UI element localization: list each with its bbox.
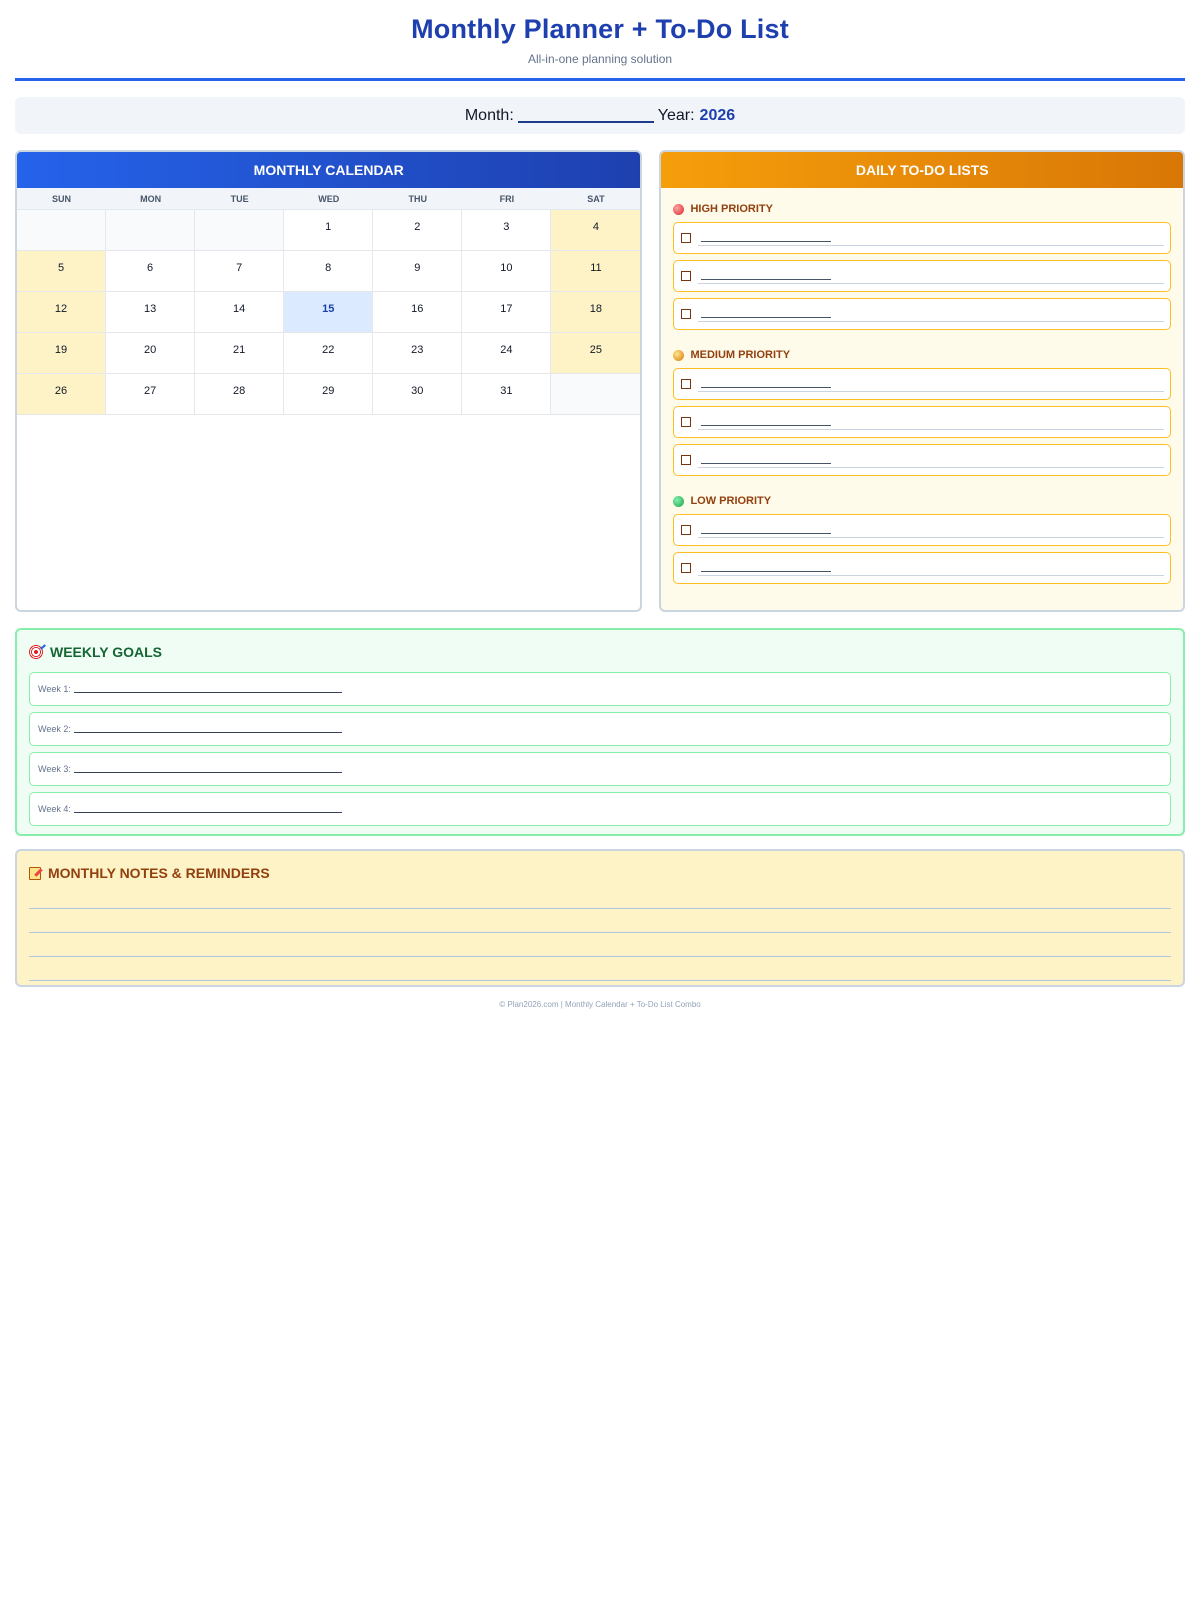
task-blank: [701, 317, 831, 318]
task-line: [698, 575, 1164, 576]
task-blank: [701, 463, 831, 464]
note-line[interactable]: [29, 909, 1171, 933]
note-line[interactable]: [29, 933, 1171, 957]
task-line: [698, 467, 1164, 468]
week-label: Week 1:: [38, 684, 71, 694]
week-label: Week 4:: [38, 804, 71, 814]
day-cell[interactable]: 11: [551, 251, 640, 292]
day-cell[interactable]: 14: [195, 292, 284, 333]
day-cell[interactable]: 8: [284, 251, 373, 292]
empty-day-cell: [551, 374, 640, 415]
week-goal-row[interactable]: [29, 752, 1171, 786]
empty-day-cell: [106, 210, 195, 251]
task-blank: [701, 279, 831, 280]
week-goal-blank: [74, 725, 342, 733]
weekly-goals: [15, 628, 1185, 836]
priority-heading: [673, 492, 1171, 510]
header-divider: [15, 78, 1185, 81]
task-checkbox[interactable]: [681, 563, 691, 573]
note-line[interactable]: [29, 885, 1171, 909]
empty-day-cell: [195, 210, 284, 251]
day-cell[interactable]: 22: [284, 333, 373, 374]
target-icon: [29, 645, 43, 659]
weekday-label: FRI: [499, 193, 515, 204]
task-line: [698, 321, 1164, 322]
month-field[interactable]: [518, 109, 654, 123]
week-goal-row[interactable]: [29, 672, 1171, 706]
notes-heading: [29, 863, 1171, 883]
month-year-bar: [15, 97, 1185, 134]
day-cell[interactable]: 25: [551, 333, 640, 374]
priority-label: HIGH PRIORITY: [690, 203, 773, 215]
todo-task[interactable]: [673, 552, 1171, 584]
weekly-goals-title: WEEKLY GOALS: [50, 644, 163, 660]
priority-label: MEDIUM PRIORITY: [690, 349, 791, 361]
day-cell[interactable]: 12: [17, 292, 106, 333]
todo-task[interactable]: [673, 368, 1171, 400]
day-cell[interactable]: 6: [106, 251, 195, 292]
task-checkbox[interactable]: [681, 271, 691, 281]
day-cell[interactable]: 30: [373, 374, 462, 415]
priority-label: LOW PRIORITY: [690, 495, 772, 507]
weekday-label: TUE: [230, 193, 249, 204]
task-checkbox[interactable]: [681, 455, 691, 465]
todo-task[interactable]: [673, 222, 1171, 254]
task-line: [698, 429, 1164, 430]
todo-task[interactable]: [673, 444, 1171, 476]
month-label: Month:: [464, 106, 514, 124]
page-header: [0, 0, 1200, 66]
day-cell[interactable]: 21: [195, 333, 284, 374]
year-label: Year:: [657, 106, 695, 124]
todo-task[interactable]: [673, 406, 1171, 438]
memo-icon: [29, 867, 41, 880]
day-cell[interactable]: 4: [551, 210, 640, 251]
task-checkbox[interactable]: [681, 309, 691, 319]
weekday-label: THU: [408, 193, 428, 204]
day-cell[interactable]: 3: [462, 210, 551, 251]
todo-task[interactable]: [673, 514, 1171, 546]
notes-title: MONTHLY NOTES & REMINDERS: [48, 865, 270, 881]
week-label: Week 3:: [38, 764, 71, 774]
priority-dot-icon: [673, 350, 684, 361]
weekday-label: SAT: [587, 193, 605, 204]
priority-dot-icon: [673, 496, 684, 507]
day-cell[interactable]: 5: [17, 251, 106, 292]
day-cell[interactable]: 19: [17, 333, 106, 374]
day-cell[interactable]: 24: [462, 333, 551, 374]
task-checkbox[interactable]: [681, 379, 691, 389]
weekday-label: MON: [140, 193, 162, 204]
daily-todo-lists: [659, 150, 1185, 612]
task-blank: [701, 387, 831, 388]
week-goal-blank: [74, 805, 342, 813]
task-line: [698, 245, 1164, 246]
day-cell[interactable]: 29: [284, 374, 373, 415]
task-blank: [701, 533, 831, 534]
task-blank: [701, 241, 831, 242]
monthly-notes: [15, 849, 1185, 987]
weekday-label: WED: [318, 193, 340, 204]
page-subtitle: All-in-one planning solution: [527, 52, 673, 66]
note-line[interactable]: [29, 957, 1171, 981]
day-cell[interactable]: 7: [195, 251, 284, 292]
weekly-goals-heading: [29, 642, 1171, 662]
empty-day-cell: [17, 210, 106, 251]
day-cell[interactable]: 26: [17, 374, 106, 415]
todo-task[interactable]: [673, 298, 1171, 330]
calendar-grid: [17, 210, 640, 415]
todo-task[interactable]: [673, 260, 1171, 292]
day-cell[interactable]: 28: [195, 374, 284, 415]
year-value: 2026: [699, 106, 736, 124]
task-checkbox[interactable]: [681, 525, 691, 535]
task-line: [698, 391, 1164, 392]
day-cell[interactable]: 18: [551, 292, 640, 333]
weekday-label: SUN: [52, 193, 72, 204]
day-cell[interactable]: 10: [462, 251, 551, 292]
day-cell[interactable]: 31: [462, 374, 551, 415]
priority-heading: [673, 346, 1171, 364]
day-cell[interactable]: 13: [106, 292, 195, 333]
day-cell[interactable]: 23: [373, 333, 462, 374]
todo-title: DAILY TO-DO LISTS: [661, 152, 1183, 188]
day-cell[interactable]: 27: [106, 374, 195, 415]
task-checkbox[interactable]: [681, 417, 691, 427]
day-cell[interactable]: 2: [373, 210, 462, 251]
task-line: [698, 537, 1164, 538]
page-footer: © Plan2026.com | Monthly Calendar + To-Do List Combo: [499, 1000, 701, 1009]
task-blank: [701, 571, 831, 572]
week-goal-row[interactable]: [29, 712, 1171, 746]
todo-body: [661, 188, 1183, 584]
task-checkbox[interactable]: [681, 233, 691, 243]
week-goal-blank: [74, 685, 342, 693]
day-cell[interactable]: 17: [462, 292, 551, 333]
task-line: [698, 283, 1164, 284]
day-cell[interactable]: 9: [373, 251, 462, 292]
calendar-title: MONTHLY CALENDAR: [17, 152, 640, 188]
priority-dot-icon: [673, 204, 684, 215]
priority-heading: [673, 200, 1171, 218]
week-goal-blank: [74, 765, 342, 773]
monthly-calendar: [15, 150, 642, 612]
page-title: Monthly Planner + To-Do List: [411, 14, 789, 44]
day-cell[interactable]: 15: [284, 292, 373, 333]
week-label: Week 2:: [38, 724, 71, 734]
day-cell[interactable]: 16: [373, 292, 462, 333]
weekday-header: [17, 188, 640, 210]
day-cell[interactable]: 20: [106, 333, 195, 374]
weeks-list: [29, 672, 1171, 826]
week-goal-row[interactable]: [29, 792, 1171, 826]
task-blank: [701, 425, 831, 426]
day-cell[interactable]: 1: [284, 210, 373, 251]
main-row: [15, 150, 1185, 612]
